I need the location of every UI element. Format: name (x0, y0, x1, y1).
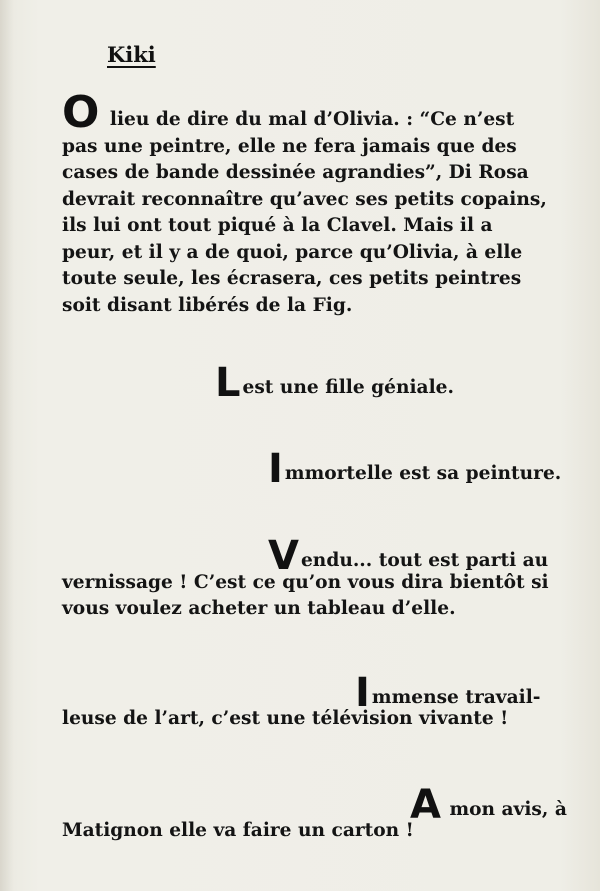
intro-line-2: pas une peintre, elle ne fera jamais que des (62, 135, 517, 157)
intro-paragraph (62, 87, 580, 319)
intro-line-5: ils lui ont tout piqué à la Clavel. Mais il a (62, 215, 493, 236)
intro-line-8: soit disant libérés de la Fig. (62, 294, 353, 316)
page-title: Kiki (107, 42, 156, 67)
acrostic-line-i1: Immortelle est sa peinture. (268, 446, 562, 492)
intro-line-6: peur, et il y a de quoi, parce qu’Olivia, à elle (62, 241, 523, 263)
acrostic-line-i2: Immense travail- (355, 670, 541, 716)
intro-line-3: cases de bande dessinée agrandies”, Di Rosa (62, 162, 529, 183)
acrostic-line-v: Vendu... tout est parti au (268, 533, 549, 579)
drop-cap-a: A (410, 782, 441, 828)
intro-line-7: toute seule, les écrasera, ces petits peintres (62, 268, 522, 289)
intro-line-4: devrait reconnaître qu’avec ses petits copains, (62, 188, 547, 210)
drop-cap-o: O (62, 87, 100, 138)
acrostic-line-i2b: leuse de l’art, c’est une télévision vivante ! (62, 708, 509, 729)
drop-cap-i-2: I (355, 670, 370, 716)
acrostic-line-a: A mon avis, à (410, 782, 567, 828)
drop-cap-l: L (215, 360, 241, 406)
drop-cap-v: V (268, 533, 299, 579)
acrostic-line-v3: vous voulez acheter un tableau d’elle. (62, 598, 456, 619)
drop-cap-i: I (268, 446, 283, 492)
intro-line-1: O lieu de dire du mal d’Olivia. : “Ce n’est (62, 87, 515, 138)
acrostic-line-a2: Matignon elle va faire un carton ! (62, 820, 414, 841)
acrostic-line-l: Lest une fille géniale. (215, 360, 454, 406)
acrostic-line-v2: vernissage ! C’est ce qu’on vous dira bientôt si (62, 572, 549, 593)
